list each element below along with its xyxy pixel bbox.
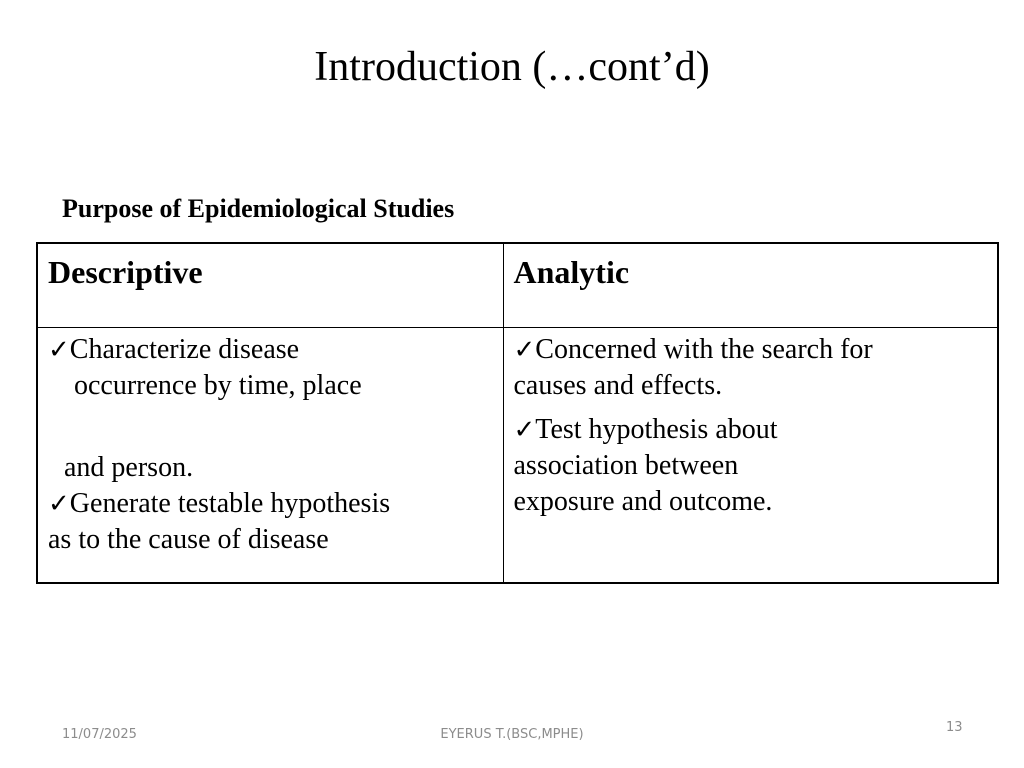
- analytic-item-2-line-3: exposure and outcome.: [513, 485, 773, 517]
- analytic-item-2: [514, 412, 988, 448]
- descriptive-item-1-text: Characterize disease: [69, 333, 300, 365]
- descriptive-item-1: [48, 332, 493, 368]
- slide-title: Introduction (…cont’d): [314, 44, 710, 90]
- analytic-item-1-line-2: causes and effects.: [513, 369, 723, 401]
- header-descriptive: Descriptive: [37, 243, 503, 327]
- checkmark-icon: ✓: [513, 334, 536, 365]
- blank-line: [48, 404, 493, 450]
- descriptive-item-1-line-2: occurrence by time, place: [74, 369, 362, 401]
- header-analytic: Analytic: [503, 243, 998, 327]
- analytic-item-2-text: Test hypothesis about: [535, 413, 778, 445]
- footer-author: EYERUS T.(BSC,MPHE): [440, 727, 584, 742]
- table-header-row: [37, 243, 998, 327]
- analytic-item-2-line-2: association between: [513, 449, 739, 481]
- descriptive-item-1-line-3: and person.: [64, 451, 194, 483]
- analytic-item-1: [514, 332, 988, 368]
- analytic-item-1-text: Concerned with the search for: [535, 333, 873, 365]
- footer-date: 11/07/2025: [62, 727, 137, 742]
- purpose-table: [36, 242, 999, 584]
- descriptive-item-2-line-2: as to the cause of disease: [48, 523, 329, 555]
- checkmark-icon: ✓: [513, 414, 536, 445]
- table-row: [37, 327, 998, 583]
- checkmark-icon: ✓: [48, 488, 70, 519]
- checkmark-icon: ✓: [48, 334, 70, 365]
- page-number: 13: [946, 720, 963, 735]
- section-heading: Purpose of Epidemiological Studies: [62, 194, 455, 223]
- descriptive-cell: [37, 327, 503, 583]
- descriptive-item-2-text: Generate testable hypothesis: [69, 487, 391, 519]
- descriptive-item-2: [48, 486, 493, 522]
- spacer: [514, 404, 988, 412]
- analytic-cell: [503, 327, 998, 583]
